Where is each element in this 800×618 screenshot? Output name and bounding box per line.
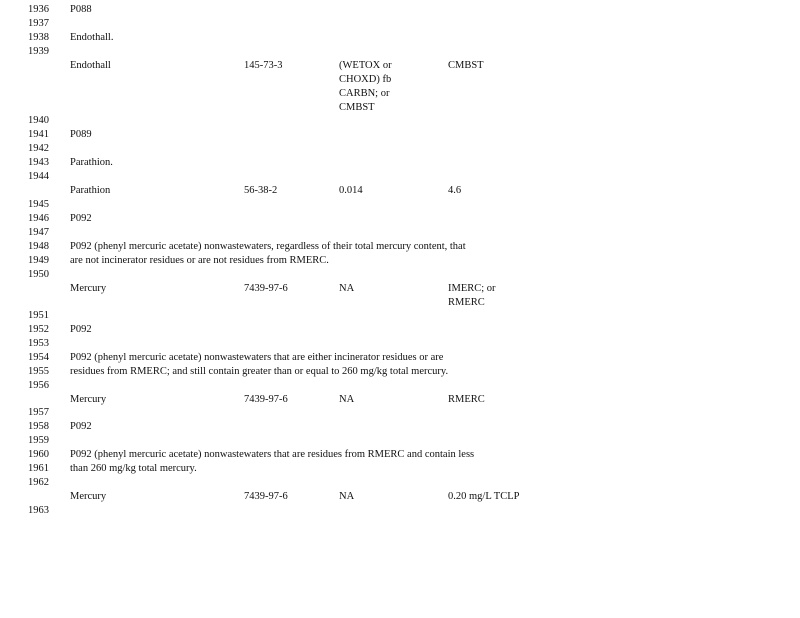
nonwastewater-standard: IMERC; or RMERC xyxy=(448,283,496,308)
line-number: 1938 xyxy=(28,32,49,43)
waste-code: P092 xyxy=(70,421,92,432)
waste-code: P092 xyxy=(70,213,92,224)
constituent-name: Mercury xyxy=(70,491,107,502)
line-number: 1949 xyxy=(28,255,49,266)
constituent-name: Parathion xyxy=(70,185,111,196)
nonwastewater-standard: 4.6 xyxy=(448,185,462,196)
cas-number: 145-73-3 xyxy=(244,60,283,71)
line-number: 1963 xyxy=(28,505,49,516)
nonwastewater-standard: CMBST xyxy=(448,60,484,71)
waste-description-line: residues from RMERC; and still contain greater than or equal to 260 mg/kg total mercury. xyxy=(70,366,449,377)
cas-number: 7439-97-6 xyxy=(244,394,288,405)
waste-code: P088 xyxy=(70,4,92,15)
nonwastewater-standard: RMERC xyxy=(448,394,485,405)
constituent-name: Mercury xyxy=(70,394,107,405)
wastewater-standard: NA xyxy=(339,283,355,294)
waste-description-line: are not incinerator residues or are not residues from RMERC. xyxy=(70,255,329,266)
line-number: 1941 xyxy=(28,129,49,140)
line-number: 1952 xyxy=(28,324,49,335)
cas-number: 7439-97-6 xyxy=(244,283,288,294)
line-number: 1946 xyxy=(28,213,49,224)
wastewater-standard: NA xyxy=(339,394,355,405)
line-number: 1957 xyxy=(28,407,49,418)
waste-description-line: P092 (phenyl mercuric acetate) nonwastewaters, regardless of their total mercury content, that xyxy=(70,241,466,252)
wastewater-standard: (WETOX or CHOXD) fb CARBN; or CMBST xyxy=(339,60,392,113)
cas-number: 56-38-2 xyxy=(244,185,278,196)
constituent-name: Endothall xyxy=(70,60,111,71)
line-number: 1959 xyxy=(28,435,49,446)
line-number: 1940 xyxy=(28,115,49,126)
line-number: 1945 xyxy=(28,199,49,210)
cas-number: 7439-97-6 xyxy=(244,491,288,502)
line-number: 1950 xyxy=(28,269,49,280)
waste-description-line: than 260 mg/kg total mercury. xyxy=(70,463,197,474)
line-number: 1958 xyxy=(28,421,49,432)
waste-description-line: P092 (phenyl mercuric acetate) nonwastewaters that are residues from RMERC and contain less xyxy=(70,449,475,460)
waste-heading: Parathion. xyxy=(70,157,113,168)
line-number: 1936 xyxy=(28,4,49,15)
constituent-name: Mercury xyxy=(70,283,107,294)
line-number: 1944 xyxy=(28,171,49,182)
line-number: 1956 xyxy=(28,380,49,391)
waste-description-line: P092 (phenyl mercuric acetate) nonwastewaters that are either incinerator residues or are xyxy=(70,352,444,363)
nonwastewater-standard: 0.20 mg/L TCLP xyxy=(448,491,520,502)
line-number: 1951 xyxy=(28,310,49,321)
line-number: 1937 xyxy=(28,18,49,29)
line-number: 1939 xyxy=(28,46,49,57)
line-number: 1955 xyxy=(28,366,49,377)
line-number: 1947 xyxy=(28,227,49,238)
wastewater-standard: NA xyxy=(339,491,355,502)
waste-code: P089 xyxy=(70,129,92,140)
waste-code: P092 xyxy=(70,324,92,335)
line-number: 1961 xyxy=(28,463,49,474)
wastewater-standard: 0.014 xyxy=(339,185,363,196)
line-number: 1962 xyxy=(28,477,49,488)
line-number: 1954 xyxy=(28,352,49,363)
waste-heading: Endothall. xyxy=(70,32,114,43)
line-number: 1960 xyxy=(28,449,49,460)
line-number: 1948 xyxy=(28,241,49,252)
line-number: 1953 xyxy=(28,338,49,349)
line-number: 1943 xyxy=(28,157,49,168)
line-number: 1942 xyxy=(28,143,49,154)
